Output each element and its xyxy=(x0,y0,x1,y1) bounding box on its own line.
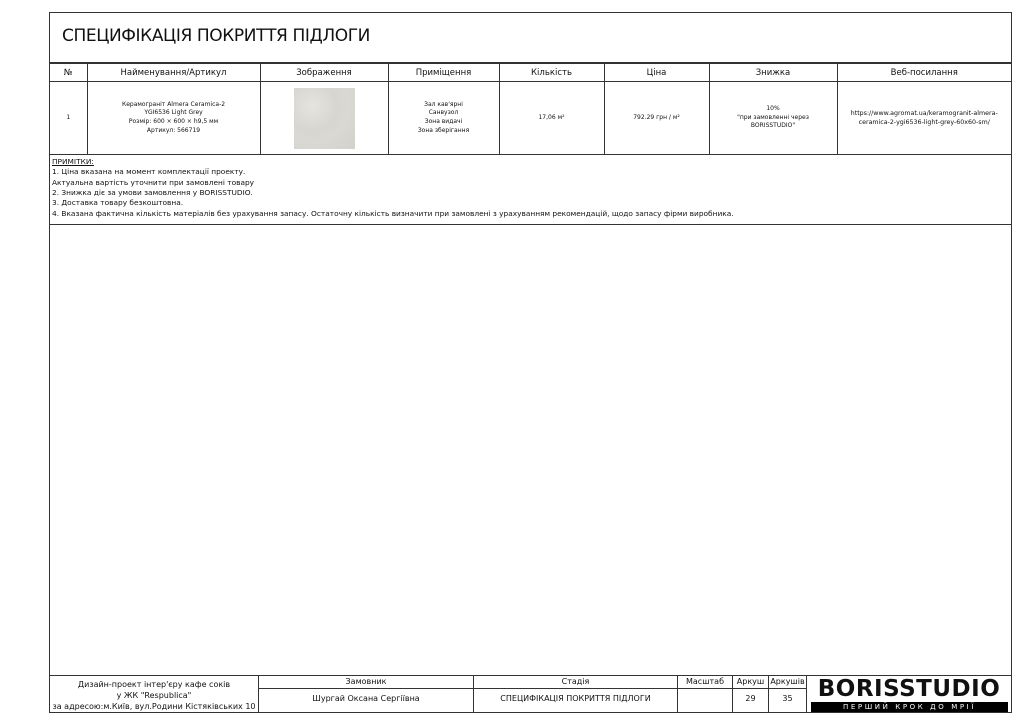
table-row xyxy=(50,82,1011,155)
client-label: Замовник xyxy=(345,677,387,686)
tile-image xyxy=(294,88,355,149)
project-complex: у ЖК "Respublica" xyxy=(116,691,192,700)
row-number: 1 xyxy=(50,82,87,155)
spec-table xyxy=(50,63,1011,155)
sheet-number: 29 xyxy=(745,694,756,703)
note-line: 1. Ціна вказана на момент комплектації проекту. xyxy=(52,167,246,177)
room-item: Зона видачі xyxy=(424,118,463,125)
product-article-code: YGI6536 Light Grey xyxy=(144,109,203,117)
stage-cell xyxy=(474,676,678,713)
sheets-cell xyxy=(769,676,807,713)
header-link: Веб-посилання xyxy=(837,64,1011,82)
product-size: Розмір: 600 × 600 × h9,5 мм xyxy=(128,118,219,125)
title-block xyxy=(50,13,1011,63)
client-cell xyxy=(259,676,474,713)
project-info xyxy=(50,676,259,713)
sheets-label: Аркушів xyxy=(770,677,805,686)
price-cell: 792.29 грн / м² xyxy=(604,82,709,155)
notes-block xyxy=(50,154,1011,225)
footer-divider xyxy=(259,688,807,689)
header-name: Найменування/Артикул xyxy=(87,64,260,82)
scale-value xyxy=(678,688,732,713)
project-name: Дизайн-проект інтер'єру кафе соків xyxy=(77,680,231,689)
page-title: СПЕЦИФІКАЦІЯ ПОКРИТТЯ ПІДЛОГИ xyxy=(62,26,370,46)
rooms-cell xyxy=(388,82,499,155)
drawing-sheet xyxy=(49,12,1012,713)
logo-tagline: ПЕРШИЙ КРОК ДО МРІЇ xyxy=(811,702,1008,712)
discount-cell xyxy=(709,82,837,155)
sheet-cell xyxy=(733,676,769,713)
product-article: Артикул: 566719 xyxy=(146,126,201,134)
room-item: Санвузол xyxy=(428,109,459,117)
product-image-cell xyxy=(260,82,388,155)
sheets-total: 35 xyxy=(782,694,793,703)
notes-heading: ПРИМІТКИ: xyxy=(52,157,94,166)
brand-logo xyxy=(807,676,1011,713)
discount-note: BORISSTUDIO" xyxy=(750,122,796,130)
discount-value: 10% xyxy=(766,104,780,112)
sheet-label: Аркуш xyxy=(736,677,765,686)
note-line: 2. Знижка діє за умови замовлення у BORISSTUDIO. xyxy=(52,188,253,198)
stage-label: Стадія xyxy=(561,677,590,686)
note-line: 4. Вказана фактична кількість матеріалів без урахування запасу. Остаточну кількість визначити при замовлені з урахуванням рекомендацій, щодо запасу фірми виробника. xyxy=(52,208,734,218)
note-line: Актуальна вартість уточнити при замовлені товару xyxy=(52,177,255,187)
product-name-cell xyxy=(87,82,260,155)
client-name: Шургай Оксана Сергіївна xyxy=(312,694,420,703)
note-line: 3. Доставка товару безкоштовна. xyxy=(52,198,184,208)
header-quantity: Кількість xyxy=(499,64,604,82)
product-name: Керамограніт Almera Ceramica-2 xyxy=(121,100,226,108)
link-cell xyxy=(837,82,1011,155)
logo-name: BORISSTUDIO xyxy=(817,676,1001,702)
project-address: за адресою:м.Київ, вул.Родини Кістяківських 10 xyxy=(52,702,256,711)
header-image: Зображення xyxy=(260,64,388,82)
stage-value: СПЕЦИФІКАЦІЯ ПОКРИТТЯ ПІДЛОГИ xyxy=(500,694,651,703)
scale-cell xyxy=(678,676,733,713)
table-header-row xyxy=(50,64,1011,82)
header-price: Ціна xyxy=(604,64,709,82)
header-number: № xyxy=(50,64,87,82)
discount-note: "при замовленні через xyxy=(737,113,809,121)
header-rooms: Приміщення xyxy=(388,64,499,82)
quantity-cell: 17,06 м² xyxy=(499,82,604,155)
room-item: Зона зберігання xyxy=(417,126,470,134)
title-block-footer xyxy=(50,675,1011,712)
scale-label: Масштаб xyxy=(685,677,725,686)
product-link[interactable]: https://www.agromat.ua/keramogranit-almera-ceramica-2-ygi6536-light-grey-60x60-sm/ xyxy=(850,109,998,126)
header-discount: Знижка xyxy=(709,64,837,82)
room-item: Зал кав'ярні xyxy=(424,100,463,108)
